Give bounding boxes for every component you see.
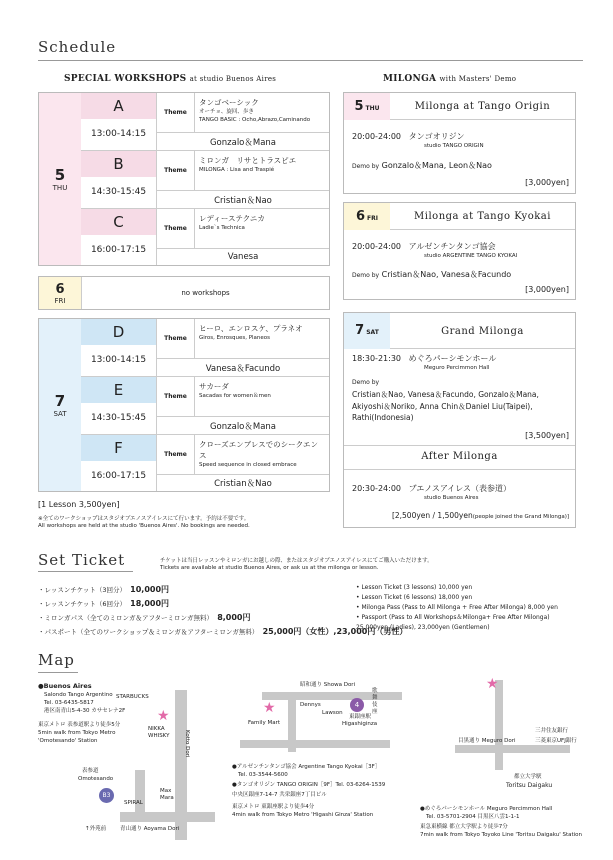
workshops-heading: SPECIAL WORKSHOPS at studio Buenos Aires	[64, 74, 277, 84]
buenos-aires-star-icon: ★	[157, 708, 170, 724]
ticket-jp-list: ・レッスンチケット（3回分） 10,000円 ・レッスンチケット（6回分） 18,000円 ・ミロンガパス（全てのミロンガ＆アフターミロンガ無料） 8,000円 ・パスポート（全てのワークショップ＆ミロンガ＆アフターミロンガ無料） 25,000円（女性）,23,000円（男性）	[38, 585, 408, 636]
map-heading: Map	[38, 651, 75, 669]
station-4-icon: 4	[350, 698, 364, 712]
workshop-e: E 14:30-15:45 Theme サカーダ Sacadas for women＆men Gonzalo＆Mana	[81, 377, 329, 435]
workshop-day-6: 6 FRI no workshops	[38, 276, 330, 310]
b3-exit-icon: B3	[99, 788, 114, 803]
workshop-d: D 13:00-14:15 Theme ヒーロ、エンロスケ、プラネオ Giros, Enrosques, Planeos Vanesa＆Facundo	[81, 319, 329, 377]
workshop-price: [1 Lesson 3,500yen]	[38, 500, 120, 509]
workshop-b: B 14:30-15:45 Theme ミロンガ リサとトラスピエ MILONGA : Lisa and Traspié Cristian＆Nao	[81, 151, 329, 209]
milonga-fri: 6 FRI Milonga at Tango Kyokai 20:00-24:00 アルゼンチンタンゴ協会 studio ARGENTINE TANGO KYOKAI Demo by Cristian＆Nao, Vanesa＆Facundo [3,000yen]	[343, 202, 576, 300]
workshop-note-en: All workshops are held at the studio 'Buenos Aires'. No bookings are needed.	[38, 523, 250, 529]
workshop-f: F 16:00-17:15 Theme クローズエンブレスでのシークエンス Speed sequence in closed embrace Cristian＆Nao	[81, 435, 329, 491]
workshop-a: A 13:00-14:15 Theme タンゴベーシック オーチョ、旋回、歩き TANGO BASIC : Ocho,Abrazo,Caminando Gonzalo＆Mana	[81, 93, 329, 151]
workshop-day-5: 5 THU A 13:00-14:15 Theme タンゴベーシック オーチョ、旋回、歩き TANGO BASIC : Ocho,Abrazo,Caminando Gonzalo＆Mana B 14:30-15:45 Theme ミロンガ リサとトラスピエ MILONGA : Lisa and Traspié Cristian＆Nao C 16:00-17:15 Theme レディーステクニカ Ladie`s Technica Vanesa	[38, 92, 330, 266]
kyokai-star-icon: ★	[263, 700, 276, 716]
milonga-heading: MILONGA with Masters' Demo	[383, 74, 517, 84]
meguro-star-icon: ★	[486, 676, 499, 692]
ticket-intro-jp: チケットは当日レッスンやミロンガにお越しの際、またはスタジオブエノスアイレスにてご購入いただけます。	[160, 558, 433, 564]
ticket-en-list: • Lesson Ticket (3 lessons) 10,000 yen • Lesson Ticket (6 lessons) 18,000 yen • Milonga Pass (Pass to All Milonga + Free After Milonga) 8,000 yen • Passport (Pass to All Workshops＆Milonga+ Free After Milonga) 25,000yen (Ladies), 23,000yen (Gentlemen)	[356, 584, 558, 631]
milonga-sat: 7 SAT Grand Milonga 18:30-21:30 めぐろパーシモンホール Meguro Percimmon Hall Demo by Cristian＆Nao, Vanesa＆Facundo, Gonzalo＆Mana, Akiyoshi＆Noriko, Anna Chin＆Daniel Liu(Taipei), Rathi(Indonesia) [3,500yen] After Milonga 20:30-24:00 ブエノスアイレス（表参道） studio Buenos Aires [2,500yen / 1,500yen(people joined the Grand Milonga)]	[343, 312, 576, 528]
workshop-note-jp: ※全てのワークショップはスタジオブエノスアイレスにて行います。予約は不要です。	[38, 516, 250, 522]
after-milonga-title: After Milonga	[421, 451, 498, 462]
schedule-heading: Schedule	[38, 38, 117, 56]
workshop-c: C 16:00-17:15 Theme レディーステクニカ Ladie`s Technica Vanesa	[81, 209, 329, 265]
workshop-day-7: 7 SAT D 13:00-14:15 Theme ヒーロ、エンロスケ、プラネオ Giros, Enrosques, Planeos Vanesa＆Facundo E 14:30-15:45 Theme サカーダ Sacadas for women＆men Gonzalo＆Mana F 16:00-17:15 Theme クローズエンブレスでのシークエンス Speed sequence in closed embrace Cristian＆Nao	[38, 318, 330, 492]
ticket-heading: Set Ticket	[38, 551, 126, 569]
ticket-intro-en: Tickets are available at studio Buenos Aires, or ask us at the milonga or lesson.	[160, 565, 379, 571]
milonga-thu: 5 THU Milonga at Tango Origin 20:00-24:00 タンゴオリジン studio TANGO ORIGIN Demo by Gonzalo＆Mana, Leon＆Nao [3,000yen]	[343, 92, 576, 194]
